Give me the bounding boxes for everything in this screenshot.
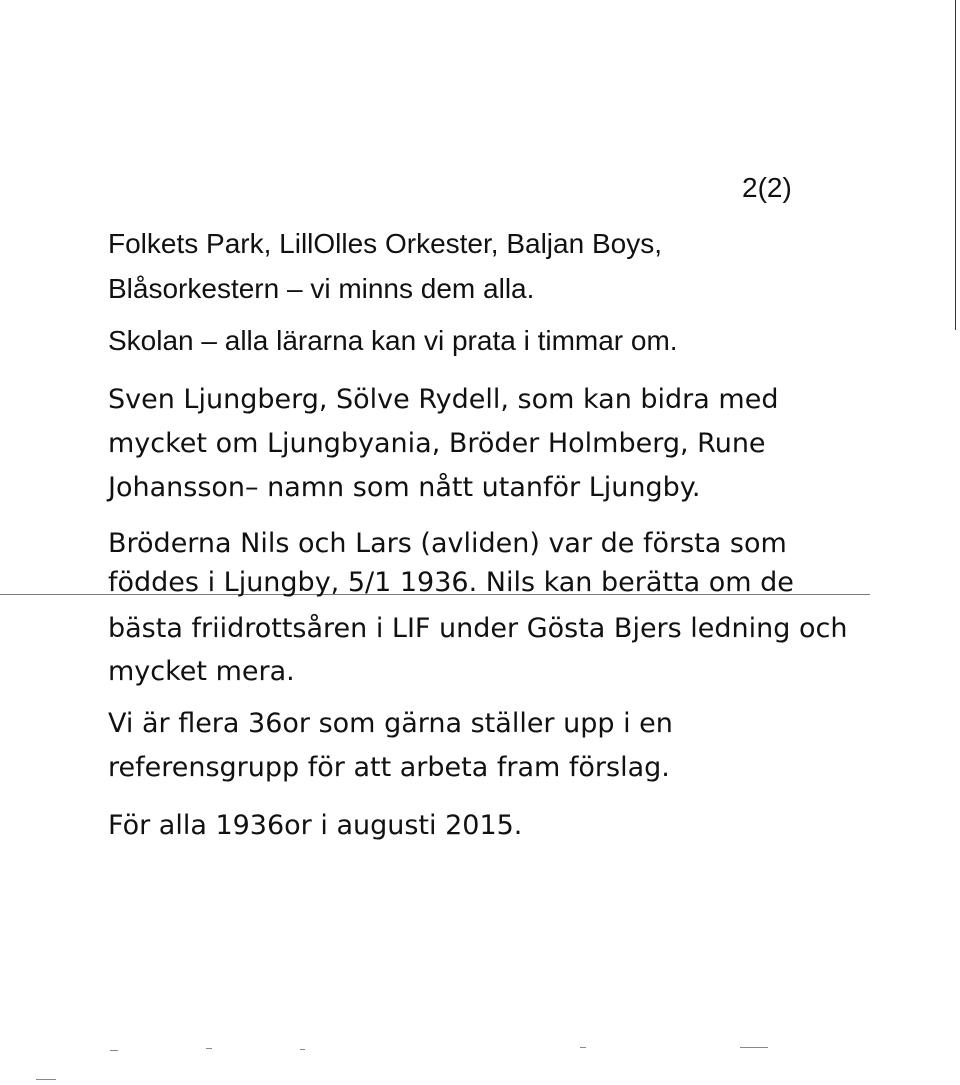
scan-speck [300, 1049, 305, 1050]
scan-speck [206, 1048, 212, 1049]
text-line-2: Blåsorkestern – vi minns dem alla. [108, 273, 535, 304]
page-number: 2(2) [742, 172, 792, 203]
scan-speck [36, 1079, 56, 1080]
text-line-13: För alla 1936or i augusti 2015. [108, 810, 523, 841]
text-line-12: referensgrupp för att arbeta fram förslag. [108, 752, 670, 783]
text-line-7: Bröderna Nils och Lars (avliden) var de första som [108, 528, 787, 559]
text-line-5: mycket om Ljungbyania, Bröder Holmberg, Rune [108, 428, 766, 459]
scan-speck [110, 1050, 118, 1051]
scan-speck [580, 1047, 586, 1048]
text-line-3: Skolan – alla lärarna kan vi prata i timmar om. [108, 325, 678, 356]
text-line-1: Folkets Park, LillOlles Orkester, Baljan Boys, [108, 228, 662, 259]
text-line-6: Johansson– namn som nått utanför Ljungby. [108, 472, 701, 503]
scan-speck [740, 1047, 768, 1048]
text-line-11: Vi är flera 36or som gärna ställer upp i en [108, 708, 673, 739]
text-line-10: mycket mera. [108, 656, 295, 687]
text-line-4: Sven Ljungberg, Sölve Rydell, som kan bidra med [108, 384, 779, 415]
scan-edge-line [955, 0, 956, 330]
text-line-9: bästa friidrottsåren i LIF under Gösta Bjers ledning och [108, 613, 848, 644]
text-line-8: föddes i Ljungby, 5/1 1936. Nils kan berätta om de [108, 567, 794, 598]
